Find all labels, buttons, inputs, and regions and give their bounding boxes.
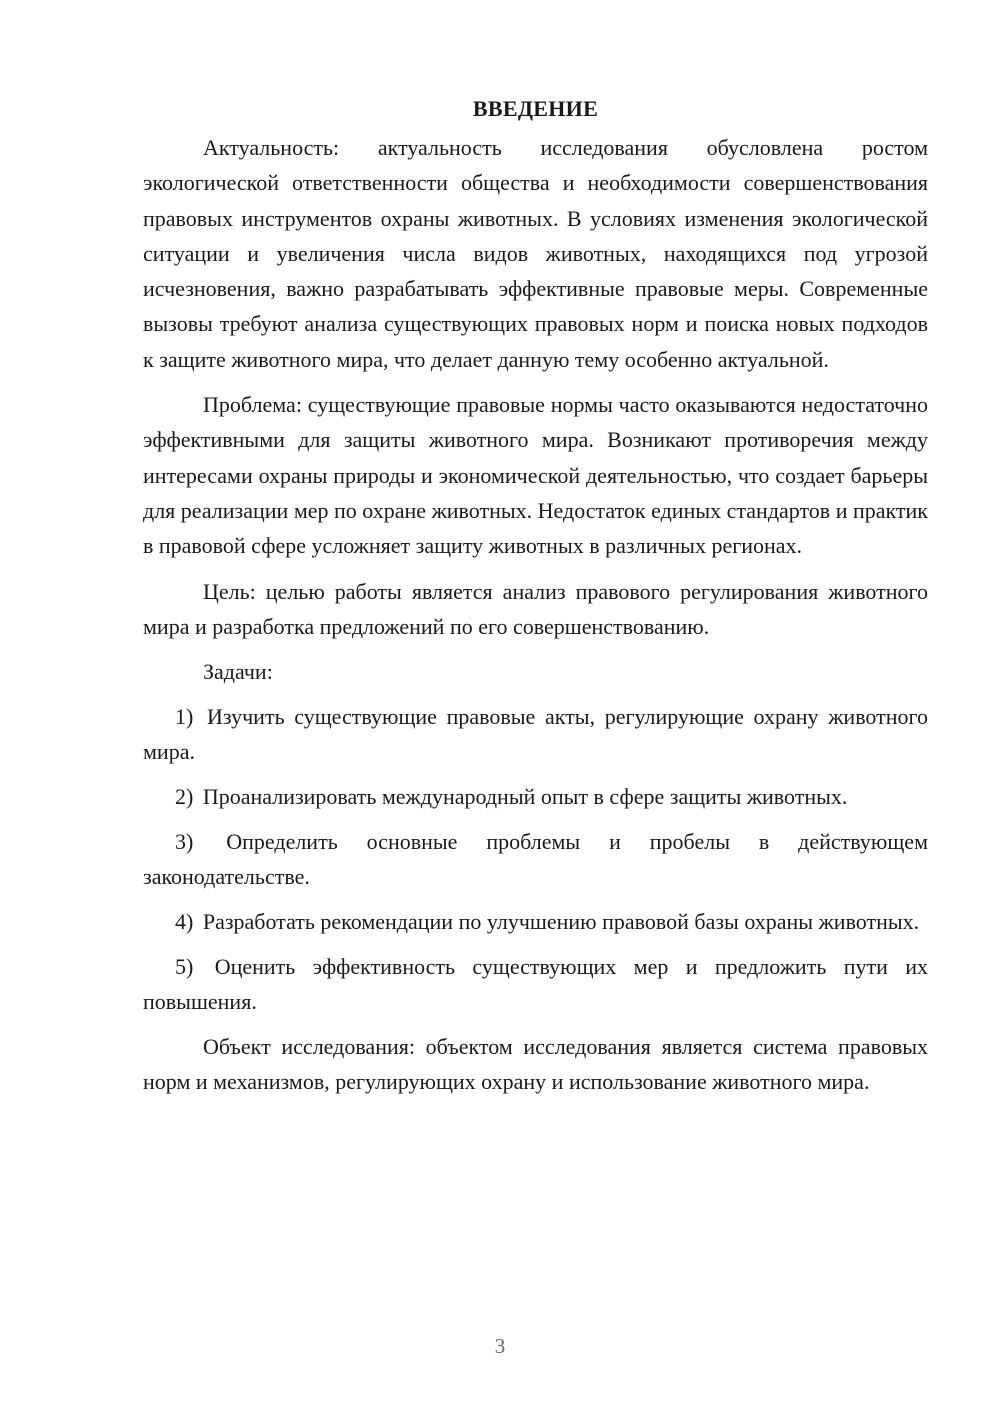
- task-text: Определить основные проблемы и пробелы в действующем законодательстве.: [143, 829, 928, 890]
- task-item: [143, 779, 928, 814]
- task-item: [143, 949, 928, 1019]
- page-content: [143, 96, 928, 1110]
- task-number: 2): [175, 784, 194, 810]
- task-text: Разработать рекомендации по улучшению правовой базы охраны животных.: [202, 909, 920, 935]
- paragraph-goal: Цель: целью работы является анализ правового регулирования животного мира и разработка предложений по его совершенствованию.: [143, 578, 928, 639]
- task-text: Проанализировать международный опыт в сфере защиты животных.: [202, 784, 848, 810]
- paragraph-object: Объект исследования: объектом исследования является система правовых норм и механизмов, регулирующих охрану и использование животного мира.: [143, 1034, 928, 1095]
- task-text: Оценить эффективность существующих мер и предложить пути их повышения.: [143, 954, 929, 1015]
- section-heading: ВВЕДЕНИЕ: [472, 96, 599, 121]
- task-item: [143, 824, 928, 894]
- task-item: [143, 699, 928, 769]
- task-text: Изучить существующие правовые акты, регулирующие охрану животного мира.: [143, 704, 929, 765]
- paragraph-problem: Проблема: существующие правовые нормы часто оказываются недостаточно эффективными для защиты животного мира. Возникают противоречия между интересами охраны природы и экономической деятельностью, что создает барьеры для реализации мер по охране животных. Недостаток единых стандартов и практик в правовой сфере усложняет защиту животных в различных регионах.: [143, 392, 928, 559]
- paragraph-relevance: Актуальность: актуальность исследования обусловлена ростом экологической ответственности общества и необходимости совершенствования правовых инструментов охраны животных. В условиях изменения экологической ситуации и увеличения числа видов животных, находящихся под угрозой исчезновения, важно разрабатывать эффективные правовые меры. Современные вызовы требуют анализа существующих правовых норм и поиска новых подходов к защите животного мира, что делает данную тему особенно актуальной.: [143, 135, 928, 372]
- task-number: 3): [175, 829, 194, 855]
- page-number: 3: [494, 1334, 506, 1358]
- task-number: 5): [175, 954, 194, 980]
- task-number: 1): [175, 704, 194, 730]
- task-number: 4): [175, 909, 194, 935]
- tasks-heading: Задачи:: [203, 659, 273, 685]
- task-item: [143, 904, 928, 939]
